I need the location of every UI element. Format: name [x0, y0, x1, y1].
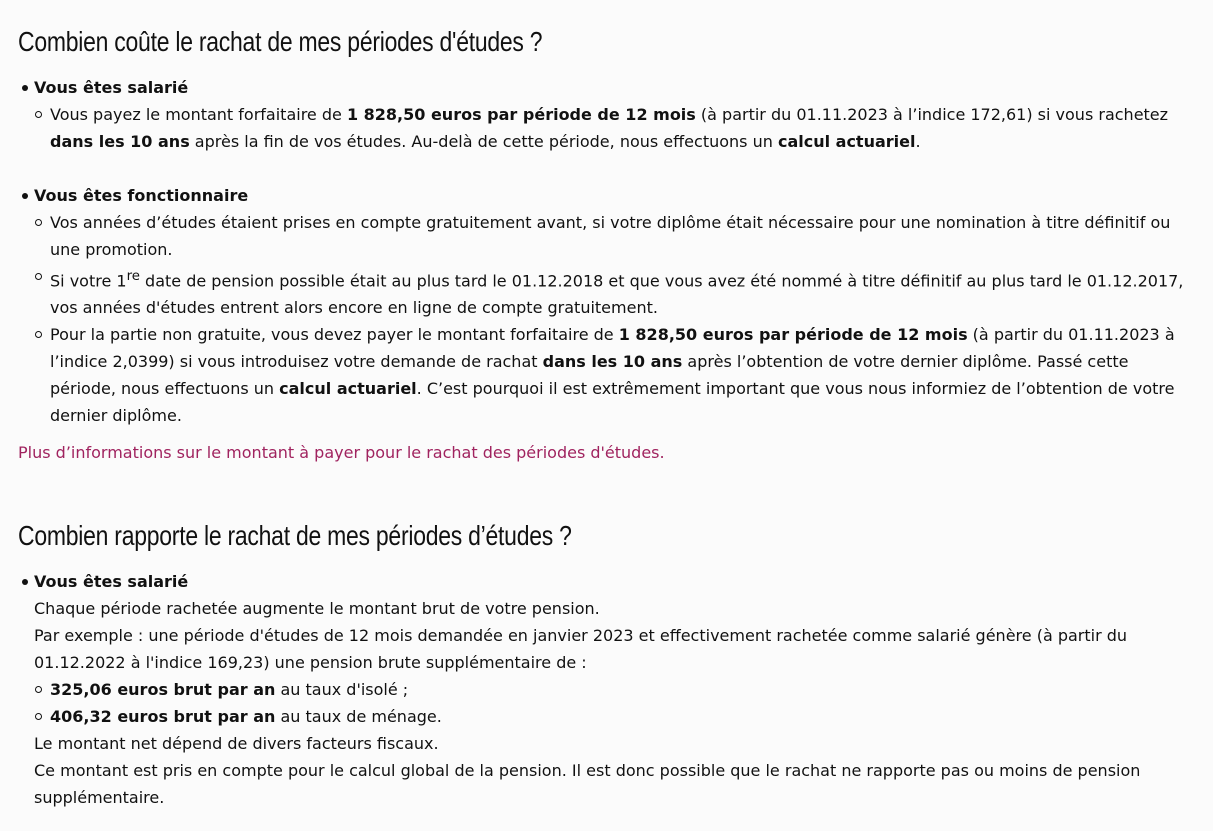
list-item-salarie-gain — [18, 568, 1195, 811]
fonctionnaire-heading: Vous êtes fonctionnaire — [34, 186, 249, 205]
gain-line-1: Chaque période rachetée augmente le montant brut de votre pension. — [34, 599, 600, 619]
deadline-bold: dans les 10 ans — [50, 132, 190, 151]
text: . — [915, 132, 921, 151]
section2 — [18, 518, 1195, 811]
text: après l’obtention de votre dernier diplôme. Passé cette période, nous effectuons un — [50, 352, 1129, 399]
salarie-heading: Vous êtes salarié — [34, 78, 189, 97]
salarie-cost-item — [34, 101, 1195, 155]
amount-bold: 406,32 euros brut par an — [50, 707, 276, 727]
text: Pour la partie non gratuite, vous devez payer le montant forfaitaire de — [50, 325, 619, 345]
gain-line-4: Ce montant est pris en compte pour le calcul global de la pension. Il est donc possible que le rachat ne rapporte pas ou moins de pension supplémentaire. — [34, 761, 1141, 808]
salarie-sublist — [34, 101, 1195, 155]
fonctionnaire-item-1: Vos années d’études étaient prises en compte gratuitement avant, si votre diplôme était nécessaire pour une nomination à titre définitif ou une promotion. — [34, 209, 1195, 263]
fonctionnaire-item-3 — [34, 321, 1195, 429]
gain-menage — [34, 703, 1195, 730]
amount-bold: 1 828,50 euros par période de 12 mois — [618, 325, 968, 345]
text: au taux de ménage. — [275, 707, 442, 727]
gain-isole — [34, 676, 1195, 703]
actuarial-bold: calcul actuariel — [279, 379, 417, 399]
amount-bold: 325,06 euros brut par an — [50, 680, 276, 700]
gain-line-3: Le montant net dépend de divers facteurs fiscaux. — [34, 734, 439, 754]
text: Vous payez le montant forfaitaire de — [50, 105, 347, 124]
section1-title: Combien coûte le rachat de mes périodes d'études ? — [18, 26, 543, 57]
text: au taux d'isolé ; — [275, 680, 409, 700]
text: (à partir du 01.11.2023 à l’indice 2,0399) si vous introduisez votre demande de rachat — [50, 325, 1175, 372]
text: (à partir du 01.11.2023 à l’indice 172,61) si vous rachetez — [695, 105, 1169, 124]
ordinal-sup: re — [126, 269, 140, 284]
fonctionnaire-item-2 — [34, 263, 1195, 321]
gain-line-2: Par exemple : une période d'études de 12 mois demandée en janvier 2023 et effectivement rachetée comme salarié génère (à partir du 01.12.2022 à l'indice 169,23) une pension brute supplémentaire de : — [34, 626, 1128, 673]
fonctionnaire-sublist — [34, 209, 1195, 429]
text: . C’est pourquoi il est extrêmement important que vous nous informiez de l’obtention de votre dernier diplôme. — [50, 379, 1175, 426]
salarie-heading: Vous êtes salarié — [34, 572, 189, 592]
text: Si votre 1 — [50, 271, 127, 291]
text: après la fin de vos études. Au-delà de cette période, nous effectuons un — [189, 132, 778, 151]
deadline-bold: dans les 10 ans — [542, 352, 683, 372]
more-info-link[interactable]: Plus d’informations sur le montant à payer pour le rachat des périodes d'études. — [18, 443, 665, 463]
section2-title: Combien rapporte le rachat de mes périodes d’études ? — [18, 520, 572, 552]
section2-list — [18, 568, 1195, 811]
list-item-salarie — [18, 74, 1195, 182]
section1-list — [18, 74, 1195, 429]
text: date de pension possible était au plus tard le 01.12.2018 et que vous avez été nommé à titre définitif au plus tard le 01.12.2017, vos années d'études entrent alors encore en ligne de compte gratuitement. — [50, 271, 1184, 318]
list-item-fonctionnaire — [18, 182, 1195, 429]
actuarial-bold: calcul actuariel — [777, 132, 916, 151]
amount-bold: 1 828,50 euros par période de 12 mois — [346, 105, 696, 124]
gain-sublist — [34, 676, 1195, 730]
